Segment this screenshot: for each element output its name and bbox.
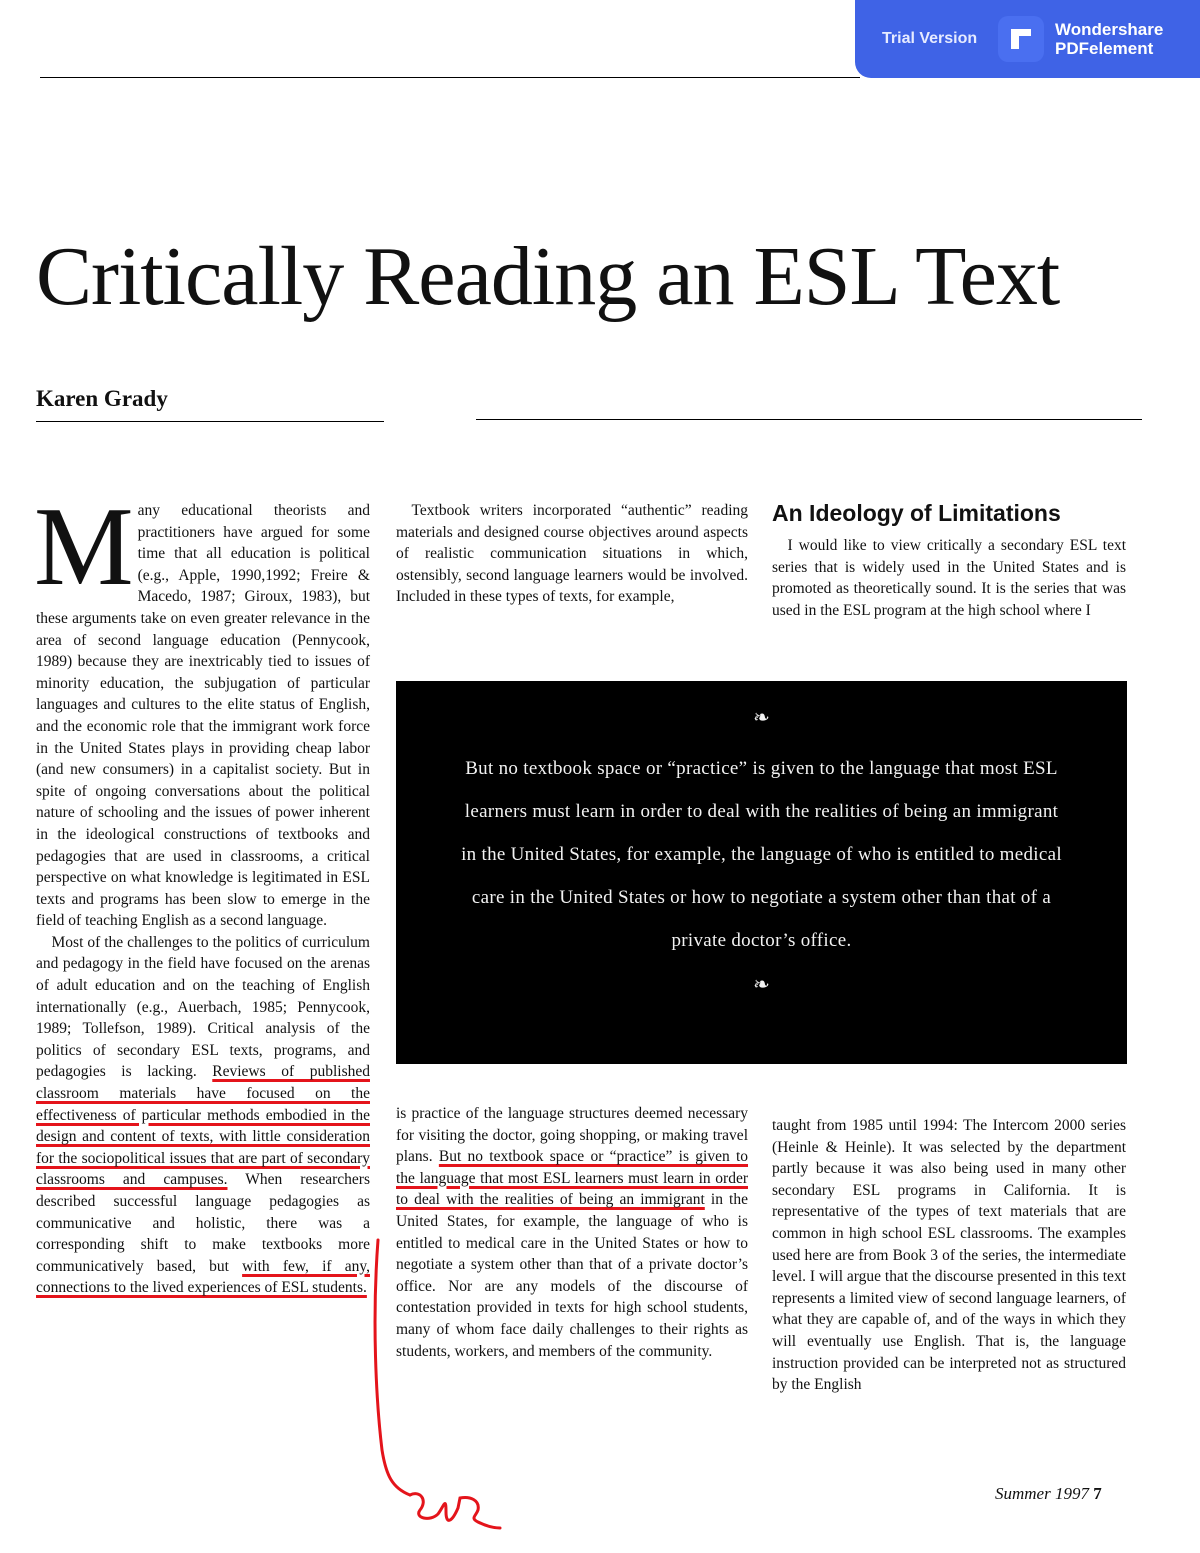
highlight-3: But no textbook space or “practice” is given to the language that most ESL learners must learn in order to deal with the realities of being an immigrant <box>396 1148 749 1209</box>
issue-date: Summer 1997 <box>995 1484 1089 1503</box>
paragraph-1 <box>34 485 370 932</box>
pdfelement-logo-icon <box>998 16 1044 62</box>
page-footer <box>995 1484 1102 1504</box>
pull-quote-box <box>396 681 1127 1064</box>
highlight-1: Reviews of published classroom materials have focused on the effectiveness of particular methods embodied in the design and content of texts, with little consideration for the sociopolitical issues that are part of secondary classrooms and campuses. <box>36 1063 370 1189</box>
paragraph-col3-bottom: taught from 1985 until 1994: The Intercom 2000 series (Heinle & Heinle). It was selected by the department partly because it was also being used in many other secondary ESL programs in California. It is representative of the types of text materials that are common in high school ESL classrooms. The examples used here are from Book 3 of the series, the intermediate level. I will argue that the discourse presented in this text represents a limited view of second language learners, of what they are capable of, and of the ways in which they will eventually use English. That is, the language instruction provided can be interpreted not as structured by the English <box>772 1117 1126 1394</box>
section-heading: An Ideology of Limitations <box>772 500 1061 526</box>
watermark-badge[interactable] <box>855 0 1200 78</box>
paragraph-2-text-b: When researchers described successful language pedagogies as communicative and holistic, there was a corresponding shift to make textbooks more communicatively based, but <box>36 1171 370 1275</box>
paragraph-col3-top: I would like to view critically a secondary ESL text series that is widely used in the United States and is promoted as theoretically sound. It is the series that was used in the ESL program at the high school where I <box>772 537 1126 619</box>
paragraph-col2-top: Textbook writers incorporated “authentic” reading materials and designed course objectives around aspects of realistic communication situations in which, ostensibly, second language learners would be involved. Included in these types of texts, for example, <box>396 502 748 606</box>
highlight-2: with few, if any, connections to the lived experiences of ESL students. <box>36 1257 370 1297</box>
column-2-bottom <box>396 1103 748 1362</box>
drop-cap: M <box>34 485 134 609</box>
brand-line2: PDFelement <box>1055 39 1154 58</box>
article-title: Critically Reading an ESL Text <box>36 230 1060 323</box>
col2-text-a: is practice of the language structures deemed necessary for visiting the doctor, going shopping, or making travel plans. <box>396 1105 748 1166</box>
paragraph-2-text-a: Most of the challenges to the politics of curriculum and pedagogy in the field have focused on the arenas of adult education and on the teaching of English internationally (e.g., Auerbach, 1985; Pennycook, 1989; Tollefson, 1989). Critical analysis of the politics of secondary ESL texts, programs, and pedagogies is lacking. <box>36 933 370 1081</box>
pull-quote-text: But no textbook space or “practice” is given to the language that most ESL learners must learn in order to deal with the realities of being an immigrant in the United States, for example, the language of who is entitled to medical care in the United States or how to negotiate a system other than that of a private doctor’s office. <box>461 758 1062 951</box>
page-number: 7 <box>1093 1484 1102 1503</box>
author-name: Karen Grady <box>36 386 168 411</box>
column-3-top <box>772 535 1126 621</box>
header-rule <box>40 77 860 78</box>
brand-name <box>1055 20 1163 58</box>
author-rule-right <box>476 419 1142 420</box>
paragraph-2 <box>36 932 370 1299</box>
ornament-icon: ❧ <box>753 707 770 729</box>
col2-text-b: in the United States, for example, the language of who is entitled to medical care in the United States or how to negotiate a system other than that of a private doctor’s office. Nor are any models of the discourse of contestation provided in texts for high school students, many of whom face daily challenges to their rights as students, workers, and members of the community. <box>396 1191 748 1360</box>
column-3-bottom <box>772 1115 1126 1396</box>
paragraph-1-text: any educational theorists and practitioners have argued for some time that all education is political (e.g., Apple, 1990,1992; Freire & Macedo, 1987; Giroux, 1983), but these arguments take on even greater relevance in the area of second language education (Pennycook, 1989) because they are inextricably tied to issues of minority education, the subjugation of particular languages and cultures to the elite status of English, and the economic role that the immigrant work force in the United States plays in providing cheap labor (and new consumers) in a capitalist society. But in spite of ongoing conversations about the political nature of schooling and the issues of power inherent in the ideological constructions of textbooks and pedagogies that are used in classrooms, a critical perspective on what knowledge is legitimated in ESL texts and programs has been slow to emerge in the field of teaching English as a second language. <box>36 502 370 930</box>
column-1 <box>34 485 370 1299</box>
ornament-icon-bottom: ❧ <box>753 974 770 996</box>
author-rule-left <box>36 421 384 422</box>
paragraph-col2-bottom <box>396 1103 748 1362</box>
column-2-top <box>396 500 748 608</box>
trial-label: Trial Version <box>882 30 978 47</box>
brand-line1: Wondershare <box>1055 20 1164 39</box>
